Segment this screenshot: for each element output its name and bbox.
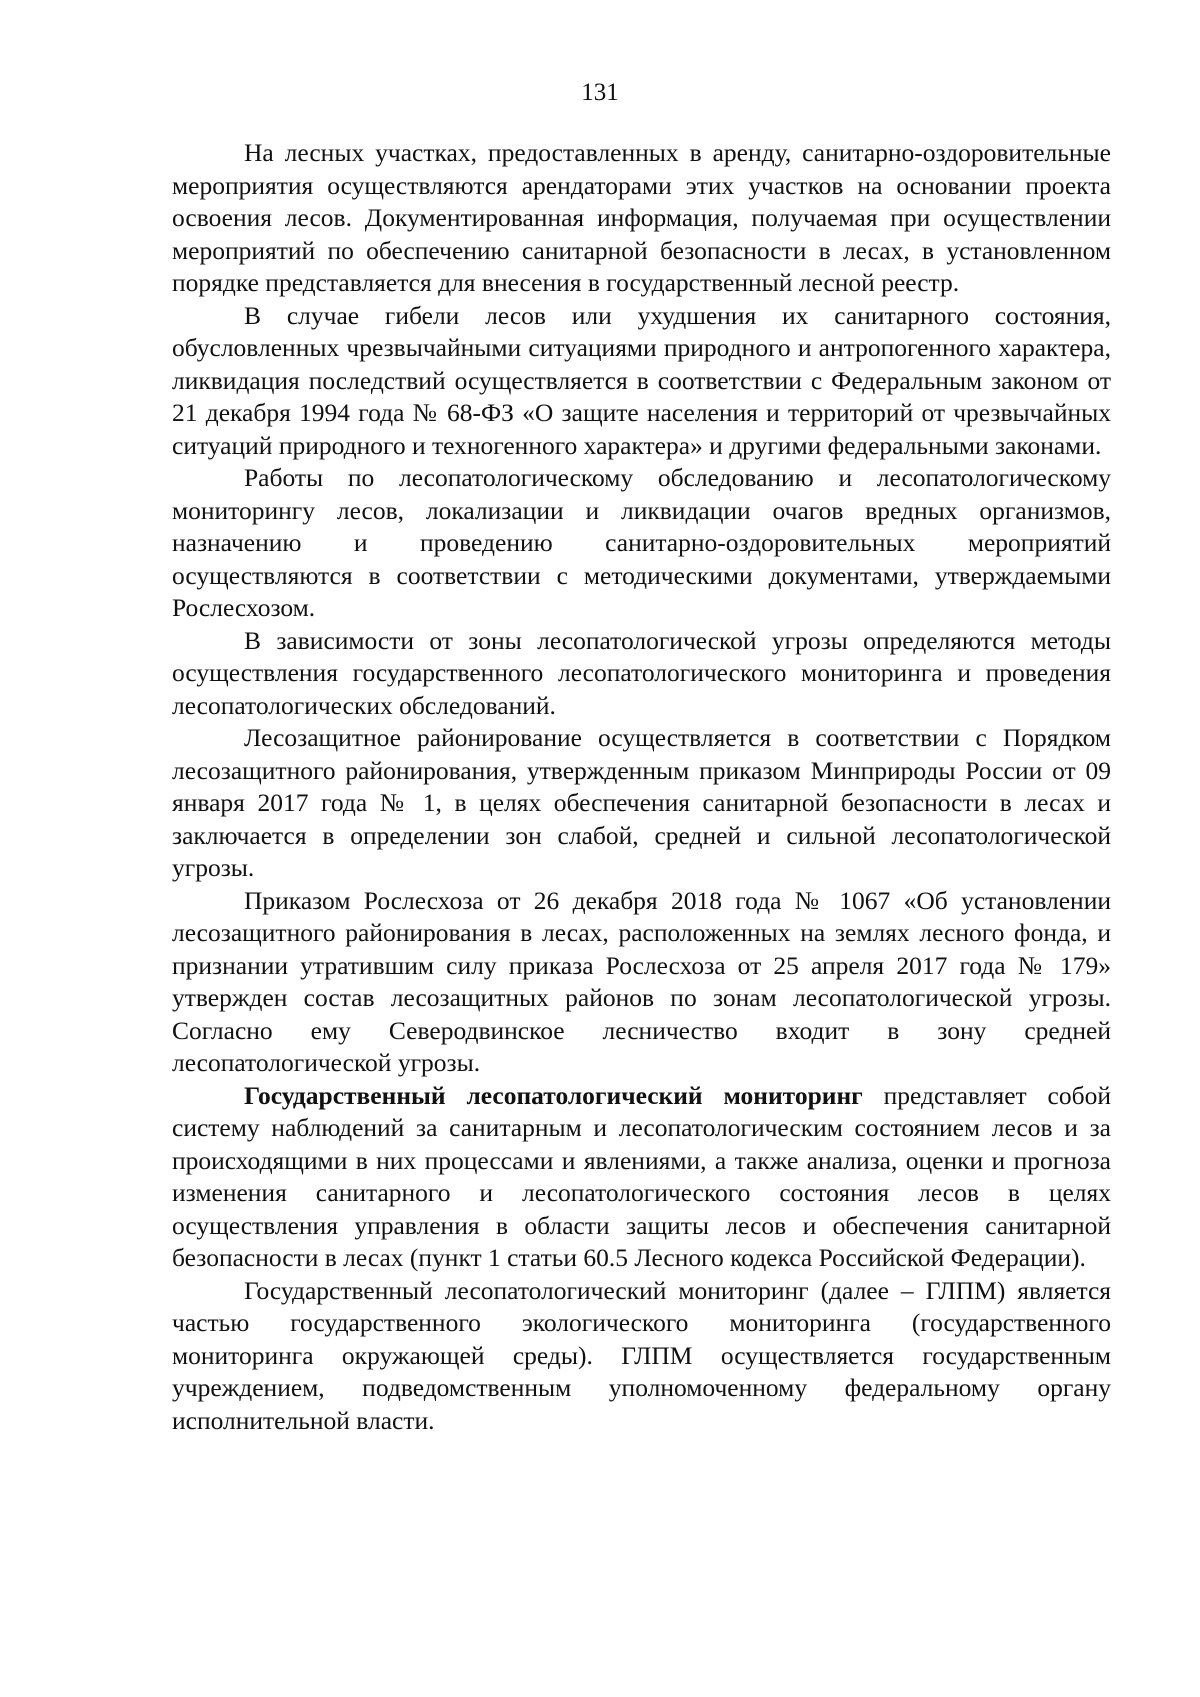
paragraph-emergency-situations: В случае гибели лесов или ухудшения их санитарного состояния, обусловленных чрезвычайными ситуациями природного и антропогенного характера, ликвидация последствий осуществляется в соответствии с Федеральным законом от 21 декабря 1994 года № 68-ФЗ «О защите населения и территорий от чрезвычайных ситуаций природного и техногенного характера» и другими федеральными законами. [172,300,1111,460]
paragraph-forest-protection-zoning: Лесозащитное районирование осуществляется в соответствии с Порядком лесозащитного районирования, утвержденным приказом Минприроды России от 09 января 2017 года № 1, в целях обеспечения санитарной безопасности в лесах и заключается в определении зон слабой, средней и сильной лесопатологической угрозы. [172,723,1111,882]
paragraph-forest-pathology-works: Работы по лесопатологическому обследованию и лесопатологическому мониторингу лесов, локализации и ликвидации очагов вредных организмов, назначению и проведению санитарно-оздоровительных мероприятий осуществляются в соответствии с методическими документами, утверждаемыми Рослесхозом. [172,463,1111,622]
paragraph-lease-sanitary-measures: На лесных участках, предоставленных в аренду, санитарно-оздоровительные мероприятия осуществляются арендаторами этих участков на основании проекта освоения лесов. Документированная информация, получаемая при осуществлении мероприятий по обеспечению санитарной безопасности в лесах, в установленном порядке представляется для внесения в государственный лесной реестр. [172,138,1111,297]
paragraph-monitoring-definition-text: представляет собой систему наблюдений за санитарным и лесопатологическим состоянием лесов и за происходящими в них процессами и явлениями, а также анализа, оценки и прогноза изменения санитарного и лесопатологического состояния лесов в целях осуществления управления в области защиты лесов и обеспечения санитарной безопасности в лесах (пункт 1 статьи 60.5 Лесного кодекса Российской Федерации). [172,1080,1111,1272]
page-number: 131 [581,79,619,106]
document-body [172,137,1111,1437]
paragraph-glpm-environmental-monitoring: Государственный лесопатологический мониторинг (далее – ГЛПМ) является частью государственного экологического мониторинга (государственного мониторинга окружающей среды). ГЛПМ осуществляется государственным учреждением, подведомственным уполномоченному федеральному органу исполнительной власти. [172,1275,1111,1435]
paragraph-rosleskhoz-order: Приказом Рослесхоза от 26 декабря 2018 года № 1067 «Об установлении лесозащитного районирования в лесах, расположенных на землях лесного фонда, и признании утратившим силу приказа Рослесхоза от 25 апреля 2017 года № 179» утвержден состав лесозащитных районов по зонам лесопатологической угрозы. Согласно ему Северодвинское лесничество входит в зону средней лесопатологической угрозы. [172,885,1111,1077]
paragraph-threat-zone-methods: В зависимости от зоны лесопатологической угрозы определяются методы осуществления государственного лесопатологического мониторинга и проведения лесопатологических обследований. [172,625,1111,720]
paragraph-monitoring-definition [172,1080,1111,1275]
bold-term-state-monitoring: Государственный лесопатологический мониторинг [244,1080,863,1110]
